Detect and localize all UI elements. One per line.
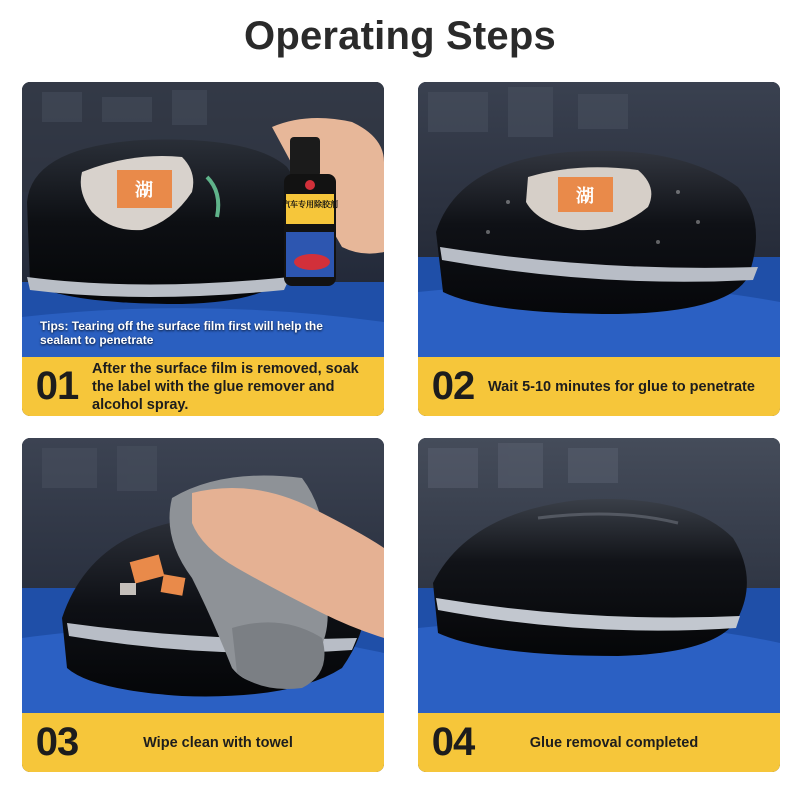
svg-text:湖: 湖 [135,180,153,201]
step-3-caption-bar [22,713,384,772]
step-card-1 [22,82,384,416]
step-1-photo [22,82,384,357]
step-card-2 [418,82,780,416]
page-title: Operating Steps [244,14,556,58]
step-2-number: 02 [431,364,475,408]
step-2-description: Wait 5-10 minutes for glue to penetrate [488,378,755,395]
step-3-number: 03 [35,720,79,764]
step-2-caption-bar [418,357,780,416]
step-4-description: Glue removal completed [529,734,699,751]
step-4-photo [418,438,780,713]
step-1-number: 01 [35,364,79,408]
step-3-description: Wipe clean with towel [143,734,293,751]
step-1-tip: Tips: Tearing off the surface film first will help the sealant to penetrate [40,319,323,347]
step-1-description: After the surface film is removed, soak the label with the glue remover and alcohol spray. [92,360,359,413]
step-2-photo [418,82,780,357]
step-card-4 [418,438,780,772]
step-4-number: 04 [431,720,475,764]
step-card-3 [22,438,384,772]
step-1-caption-bar [22,357,384,416]
step-3-photo [22,438,384,713]
svg-text:湖: 湖 [576,186,594,207]
bottle-label: 汽车专用除胶剂 [282,200,338,209]
step-4-caption-bar [418,713,780,772]
